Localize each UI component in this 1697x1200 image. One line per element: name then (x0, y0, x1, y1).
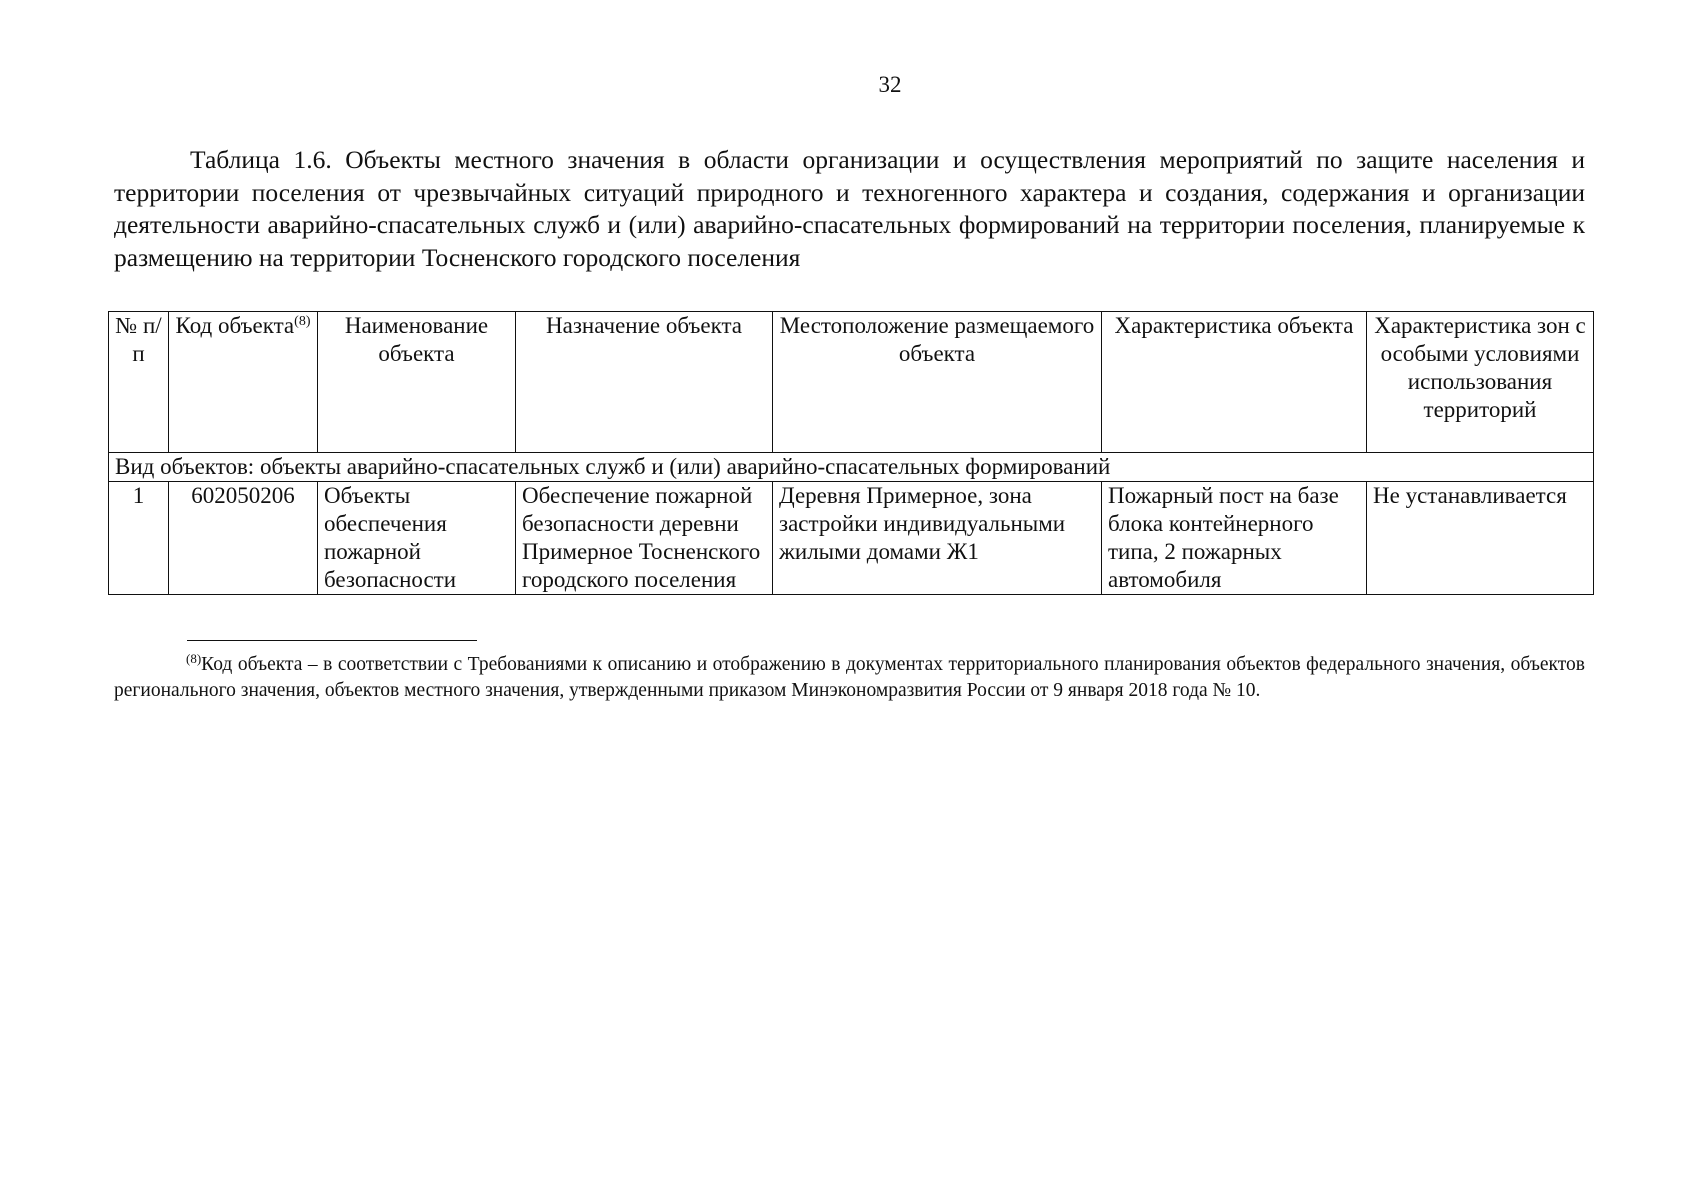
header-purpose (516, 312, 773, 453)
cell-purpose: Обеспечение пожарной безопасности деревни Примерное Тосненского городского поселения (516, 482, 773, 595)
header-zones-label: Характеристика зон с особыми условиями использования территорий (1374, 313, 1586, 422)
header-purpose-label: Назначение объекта (546, 313, 742, 338)
header-characteristics-label: Характеристика объекта (1114, 313, 1354, 338)
cell-num: 1 (109, 482, 169, 595)
objects-table (108, 311, 1594, 595)
cell-code: 602050206 (169, 482, 318, 595)
cell-name: Объекты обеспечения пожарной безопасности (318, 482, 516, 595)
table-caption (114, 144, 1585, 274)
footnote-text: Код объекта – в соответствии с Требованиями к описанию и отображению в документах территориального планирования объектов федерального значения, объектов регионального значения, объектов местного значения, утвержденными приказом Минэкономразвития России от 9 января 2018 года № 10. (114, 654, 1585, 701)
cell-characteristics: Пожарный пост на базе блока контейнерного типа, 2 пожарных автомобиля (1102, 482, 1367, 595)
header-row (109, 312, 1594, 453)
table-row (109, 482, 1594, 595)
footnote (114, 652, 1585, 703)
header-num (109, 312, 169, 453)
footnote-separator (187, 640, 477, 641)
cell-zones: Не устанавливается (1367, 482, 1594, 595)
object-group-row (109, 453, 1594, 482)
header-location (773, 312, 1102, 453)
header-name-label: Наименование объекта (344, 313, 489, 366)
header-location-label: Местоположение размещаемого объекта (779, 313, 1095, 366)
header-code (169, 312, 318, 453)
header-name (318, 312, 516, 453)
cell-location: Деревня Примерное, зона застройки индивидуальными жилыми домами Ж1 (773, 482, 1102, 595)
header-code-label: Код объекта (175, 313, 295, 338)
header-num-label: № п/п (115, 313, 162, 366)
footnote-marker: (8) (186, 651, 202, 666)
header-characteristics (1102, 312, 1367, 453)
caption-text: Таблица 1.6. Объекты местного значения в области организации и осуществления мероприятий по защите населения и территории поселения от чрезвычайных ситуаций природного и техногенного характера и создания, содержания и организации деятельности аварийно-спасательных служб и (или) аварийно-спасательных формирований на территории поселения, планируемые к размещению на территории Тосненского городского поселения (114, 145, 1585, 272)
object-group-label: Вид объектов: объекты аварийно-спасательных служб и (или) аварийно-спасательных формирований (109, 453, 1594, 482)
page-number: 32 (878, 72, 902, 97)
footnote-ref[interactable]: (8) (294, 314, 311, 329)
header-zones (1367, 312, 1594, 453)
